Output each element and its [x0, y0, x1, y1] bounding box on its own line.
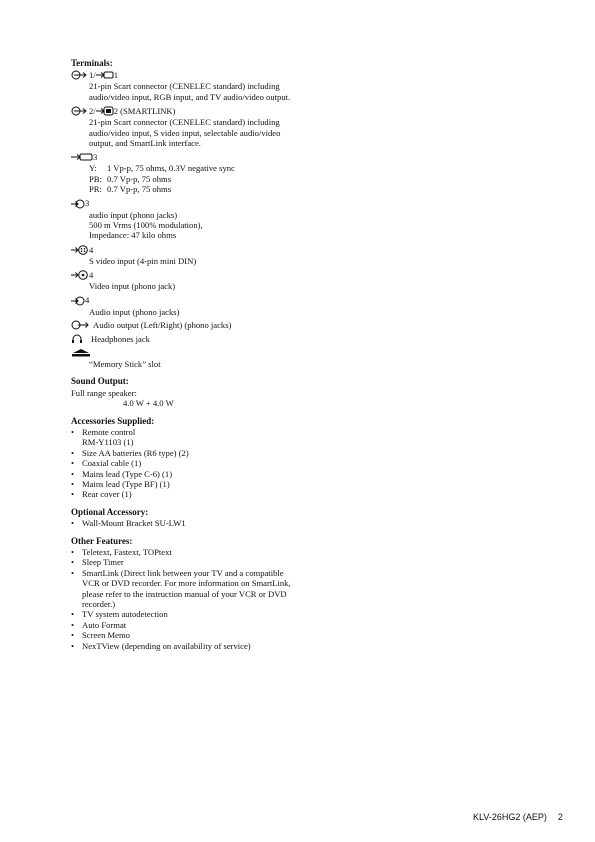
terminal-3-component — [71, 151, 401, 194]
pr-value: 0.7 Vp-p, 75 ohms — [107, 184, 172, 195]
terminal-4-audio-label: 4 — [85, 295, 90, 306]
terminal-3-audio-label: 3 — [85, 198, 90, 209]
audio-input-line: Audio input (phono jacks) — [89, 306, 180, 317]
list-item: • TV system autodetection — [71, 609, 401, 619]
y-value: 1 Vp-p, 75 ohms, 0.3V negative sync — [107, 163, 235, 174]
terminal-3-audio — [71, 198, 401, 241]
terminal-3-label: 3 — [93, 152, 98, 163]
terminal-4-video-label: 4 — [89, 270, 94, 281]
list-item: • SmartLink (Direct link between your TV and a compatible VCR or DVD recorder. For more information on SmartLink, please refer to the instruction manual of your VCR or DVD recorder.) — [71, 568, 401, 610]
list-item-sub: RM-Y1103 (1) — [82, 437, 134, 448]
list-item: • Size AA batteries (R6 type) (2) — [71, 448, 401, 458]
smartlink-cont: VCR or DVD recorder. For more information on SmartLink, — [82, 578, 291, 589]
audio-output-icon — [71, 320, 89, 330]
terminal-2-line: audio/video input, S video input, selectable audio/video — [89, 127, 281, 138]
headphones-row — [71, 334, 401, 344]
headphones-icon — [71, 334, 83, 344]
terminals-heading: Terminals: — [71, 58, 113, 68]
terminal-4-audio — [71, 295, 401, 317]
list-item: • Mains lead (Type BF) (1) — [71, 479, 401, 489]
audio-spec-line: audio input (phono jacks) — [89, 209, 178, 220]
terminal-2-line: output, and SmartLink interface. — [89, 138, 201, 149]
terminal-4-svideo — [71, 244, 401, 266]
terminal-2-line: 21-pin Scart connector (CENELEC standard) including — [89, 117, 280, 128]
list-item: • Remote control RM-Y1103 (1) — [71, 427, 401, 448]
list-item: • Rear cover (1) — [71, 489, 401, 499]
terminal-2-label-b: 2 (SMARTLINK) — [113, 106, 176, 117]
page-footer — [473, 812, 563, 822]
audio-output-row — [71, 320, 401, 330]
power-line: 4.0 W + 4.0 W — [123, 398, 174, 409]
audio-spec-line: Impedance: 47 kilo ohms — [89, 230, 177, 241]
smartlink-cont: recorder.) — [82, 599, 116, 610]
audio-spec-line: 500 m Vrms (100% modulation), — [89, 220, 203, 231]
speaker-line: Full range speaker: — [71, 387, 137, 398]
page-number: 2 — [557, 812, 563, 822]
list-item: • Auto Format — [71, 620, 401, 630]
memory-stick-line: “Memory Stick” slot — [89, 358, 161, 369]
terminal-4-svideo-label: 4 — [89, 244, 94, 255]
smartlink-scart-icon — [96, 106, 114, 116]
optional-accessory-heading: Optional Accessory: — [71, 506, 149, 517]
list-item: • NexTView (depending on availability of service) — [71, 641, 401, 651]
smartlink-cont: please refer to the instruction manual of your VCR or DVD — [82, 588, 287, 599]
other-features-heading: Other Features: — [71, 535, 133, 546]
sound-output-heading: Sound Output: — [71, 376, 129, 387]
scart-input-arrow-icon — [71, 70, 89, 80]
terminals-section — [71, 58, 401, 369]
component-video-icon — [71, 152, 93, 162]
list-item: • Mains lead (Type C-6) (1) — [71, 469, 401, 479]
memory-stick-icon — [71, 348, 91, 358]
scart-output-arrow-icon — [96, 70, 114, 80]
pb-key: PB: — [89, 173, 102, 184]
sound-output-section — [71, 376, 401, 408]
terminal-2 — [71, 105, 401, 148]
list-item: • Sleep Timer — [71, 557, 401, 567]
video-line: Video input (phono jack) — [89, 281, 176, 292]
spec-page — [71, 58, 401, 658]
list-item: • Wall-Mount Bracket SU-LW1 — [71, 518, 401, 528]
svideo-line: S video input (4-pin mini DIN) — [89, 255, 197, 266]
terminal-1-line: audio/video input, RGB input, and TV audio/video output. — [89, 91, 291, 102]
audio-output-line: Audio output (Left/Right) (phono jacks) — [93, 320, 232, 331]
terminal-1-line: 21-pin Scart connector (CENELEC standard) including — [89, 81, 280, 92]
list-item: • Coaxial cable (1) — [71, 458, 401, 468]
accessories-section — [71, 416, 401, 500]
terminal-4-video — [71, 269, 401, 291]
terminal-1 — [71, 69, 401, 102]
audio-input-icon — [71, 296, 85, 306]
accessories-heading: Accessories Supplied: — [71, 415, 155, 426]
y-key: Y: — [89, 163, 97, 174]
scart-input-arrow-icon — [71, 106, 89, 116]
model-number: KLV-26HG2 (AEP) — [473, 812, 547, 822]
other-features-section — [71, 536, 401, 651]
pb-value: 0.7 Vp-p, 75 ohms — [107, 173, 172, 184]
audio-input-icon — [71, 199, 85, 209]
headphones-line: Headphones jack — [91, 333, 150, 344]
list-item: • Screen Memo — [71, 630, 401, 640]
list-item: • Teletext, Fastext, TOPtext — [71, 547, 401, 557]
optional-accessory-section — [71, 507, 401, 529]
terminal-1-label-a: 1/ — [89, 70, 96, 81]
video-input-icon — [71, 270, 89, 280]
terminal-1-label-b: 1 — [113, 70, 118, 81]
memory-stick-row — [71, 347, 401, 369]
pr-key: PR: — [89, 184, 102, 195]
s-video-icon — [71, 245, 89, 255]
terminal-2-label-a: 2/ — [89, 106, 96, 117]
